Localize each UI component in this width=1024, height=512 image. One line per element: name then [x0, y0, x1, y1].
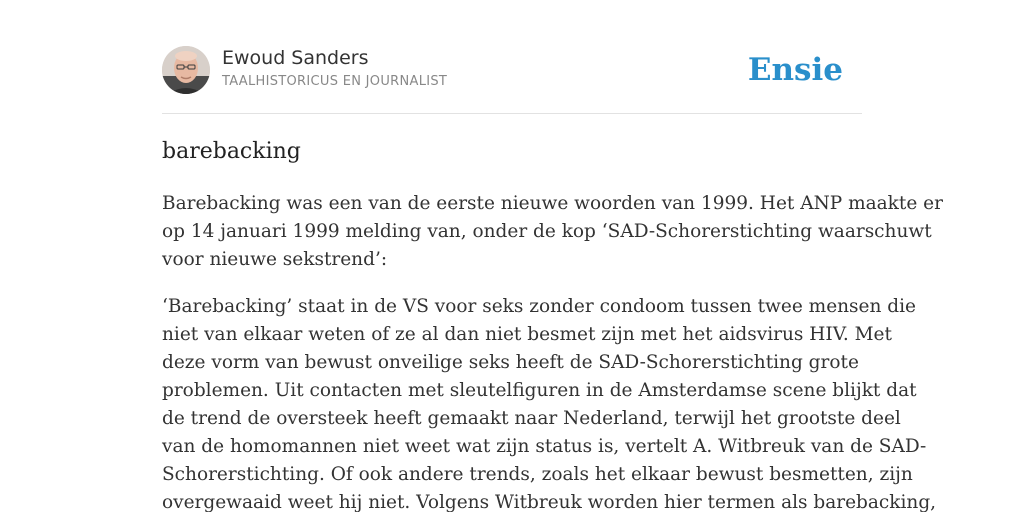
article-body [162, 190, 943, 512]
text-line: op 14 januari 1999 melding van, onder de kop ‘SAD-Schorerstichting waarschuwt [162, 221, 932, 242]
avatar-photo [162, 46, 210, 94]
paragraph-2 [162, 293, 937, 512]
author-name[interactable]: Ewoud Sanders [222, 47, 369, 69]
text-line: van de homomannen niet weet wat zijn status is, vertelt A. Witbreuk van de SAD- [162, 436, 927, 457]
text-line: niet van elkaar weten of ze al dan niet besmet zijn met het aidsvirus HIV. Met [162, 324, 892, 345]
article-title: barebacking [162, 139, 301, 164]
author-header [162, 46, 862, 96]
author-role: TAALHISTORICUS EN JOURNALIST [222, 74, 448, 89]
ensie-logo[interactable]: Ensie [747, 52, 843, 88]
text-line: de trend de oversteek heeft gemaakt naar Nederland, terwijl het grootste deel [162, 408, 901, 429]
paragraph-1 [162, 190, 943, 274]
text-line: Barebacking was een van de eerste nieuwe woorden van 1999. Het ANP maakte er [162, 193, 943, 214]
text-line: overgewaaid weet hij niet. Volgens Witbreuk worden hier termen als barebacking, [162, 492, 937, 512]
text-line: problemen. Uit contacten met sleutelfiguren in de Amsterdamse scene blijkt dat [162, 380, 917, 401]
header-divider [162, 113, 862, 114]
author-avatar[interactable] [162, 46, 210, 94]
text-line: ‘Barebacking’ staat in de VS voor seks zonder condoom tussen twee mensen die [162, 296, 917, 317]
text-line: Schorerstichting. Of ook andere trends, zoals het elkaar bewust besmetten, zijn [162, 464, 913, 485]
text-line: deze vorm van bewust onveilige seks heeft de SAD-Schorerstichting grote [162, 352, 859, 373]
text-line: voor nieuwe sekstrend’: [162, 249, 388, 270]
